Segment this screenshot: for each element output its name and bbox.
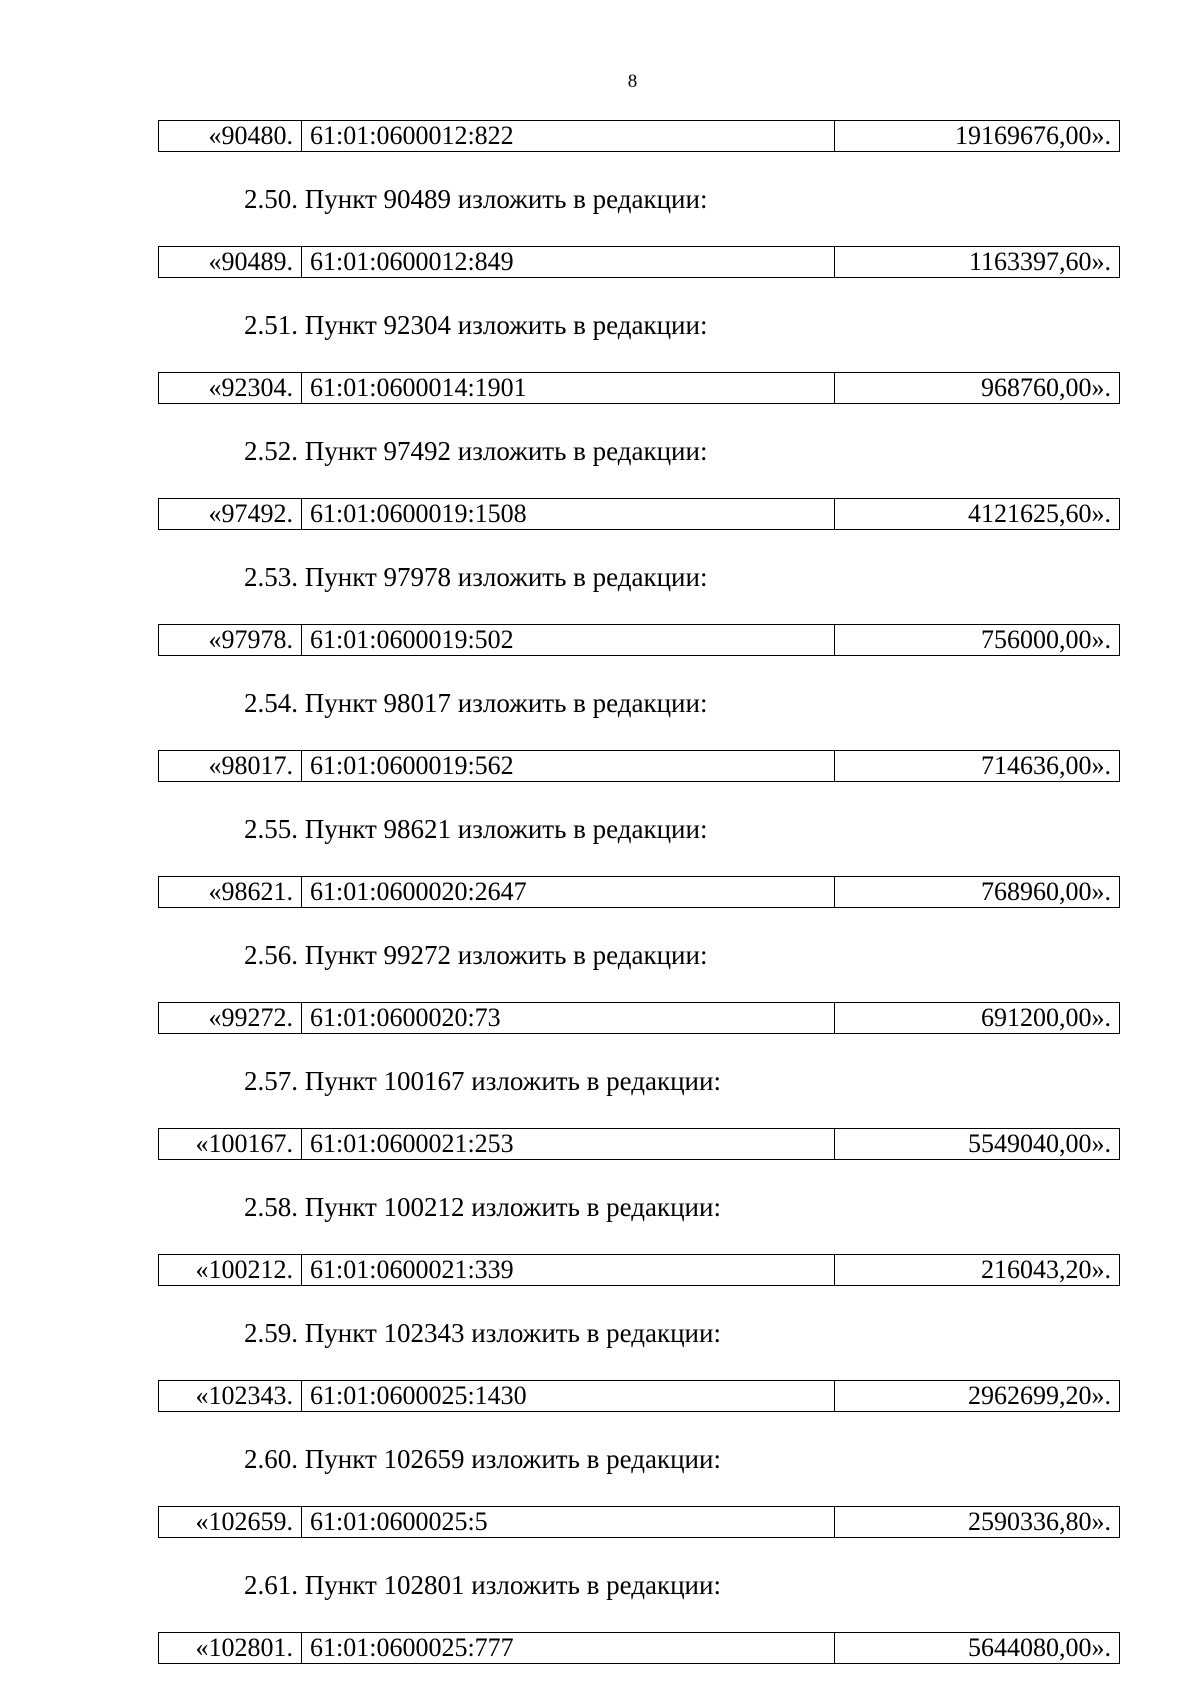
amendment-instruction: 2.59. Пункт 102343 изложить в редакции: [244,1318,721,1348]
item-number-cell: «100167. [159,1129,302,1160]
table-row [159,751,1120,782]
cadastral-number-cell: 61:01:0600021:339 [302,1255,835,1286]
amendment-instruction: 2.58. Пункт 100212 изложить в редакции: [244,1192,721,1222]
cadastral-number-cell: 61:01:0600012:822 [302,121,835,152]
item-number-cell: «90480. [159,121,302,152]
entry-table [158,750,1120,782]
cadastral-number-cell: 61:01:0600019:562 [302,751,835,782]
table-row [159,1381,1120,1412]
item-number-cell: «98017. [159,751,302,782]
entry-table [158,1002,1120,1034]
entry-table [158,876,1120,908]
table-row [159,1255,1120,1286]
item-number-cell: «99272. [159,1003,302,1034]
item-number-cell: «97978. [159,625,302,656]
entry-table [158,498,1120,530]
amendment-instruction: 2.60. Пункт 102659 изложить в редакции: [244,1444,721,1474]
amendment-sections [158,152,1120,1664]
cadastral-value-cell: 2962699,20». [835,1381,1120,1412]
table-row [159,877,1120,908]
cadastral-value-cell: 2590336,80». [835,1507,1120,1538]
item-number-cell: «100212. [159,1255,302,1286]
cadastral-number-cell: 61:01:0600020:73 [302,1003,835,1034]
cadastral-value-cell: 691200,00». [835,1003,1120,1034]
cadastral-value-cell: 4121625,60». [835,499,1120,530]
entry-table [158,1632,1120,1664]
entry-table [158,1254,1120,1286]
table-row [159,1003,1120,1034]
cadastral-value-cell: 768960,00». [835,877,1120,908]
cadastral-number-cell: 61:01:0600025:777 [302,1633,835,1664]
cadastral-value-cell: 968760,00». [835,373,1120,404]
entry-table [158,1506,1120,1538]
cadastral-value-cell: 1163397,60». [835,247,1120,278]
table-row [159,1129,1120,1160]
entry-table [158,1128,1120,1160]
entry-table [158,246,1120,278]
amendment-instruction: 2.50. Пункт 90489 изложить в редакции: [244,184,708,214]
amendment-instruction: 2.51. Пункт 92304 изложить в редакции: [244,310,708,340]
amendment-instruction: 2.54. Пункт 98017 изложить в редакции: [244,688,708,718]
amendment-instruction: 2.57. Пункт 100167 изложить в редакции: [244,1066,721,1096]
cadastral-value-cell: 756000,00». [835,625,1120,656]
entry-table [158,624,1120,656]
cadastral-value-cell: 714636,00». [835,751,1120,782]
entry-table-first [158,120,1120,152]
amendment-instruction: 2.53. Пункт 97978 изложить в редакции: [244,562,708,592]
table-row [159,625,1120,656]
item-number-cell: «102801. [159,1633,302,1664]
item-number-cell: «98621. [159,877,302,908]
cadastral-number-cell: 61:01:0600019:1508 [302,499,835,530]
page-number: 8 [627,71,638,92]
document-body [158,120,1120,1664]
cadastral-number-cell: 61:01:0600021:253 [302,1129,835,1160]
table-row [159,373,1120,404]
table-row [159,1507,1120,1538]
amendment-instruction: 2.61. Пункт 102801 изложить в редакции: [244,1570,721,1600]
table-row [159,247,1120,278]
amendment-instruction: 2.56. Пункт 99272 изложить в редакции: [244,940,708,970]
cadastral-value-cell: 216043,20». [835,1255,1120,1286]
entry-table [158,372,1120,404]
cadastral-number-cell: 61:01:0600025:5 [302,1507,835,1538]
item-number-cell: «102659. [159,1507,302,1538]
entry-table [158,1380,1120,1412]
table-row [159,121,1120,152]
cadastral-value-cell: 19169676,00». [835,121,1120,152]
table-row [159,499,1120,530]
cadastral-number-cell: 61:01:0600025:1430 [302,1381,835,1412]
cadastral-number-cell: 61:01:0600020:2647 [302,877,835,908]
table-row [159,1633,1120,1664]
cadastral-value-cell: 5549040,00». [835,1129,1120,1160]
item-number-cell: «90489. [159,247,302,278]
cadastral-number-cell: 61:01:0600019:502 [302,625,835,656]
item-number-cell: «92304. [159,373,302,404]
amendment-instruction: 2.55. Пункт 98621 изложить в редакции: [244,814,708,844]
cadastral-value-cell: 5644080,00». [835,1633,1120,1664]
cadastral-number-cell: 61:01:0600012:849 [302,247,835,278]
amendment-instruction: 2.52. Пункт 97492 изложить в редакции: [244,436,708,466]
cadastral-number-cell: 61:01:0600014:1901 [302,373,835,404]
item-number-cell: «102343. [159,1381,302,1412]
item-number-cell: «97492. [159,499,302,530]
